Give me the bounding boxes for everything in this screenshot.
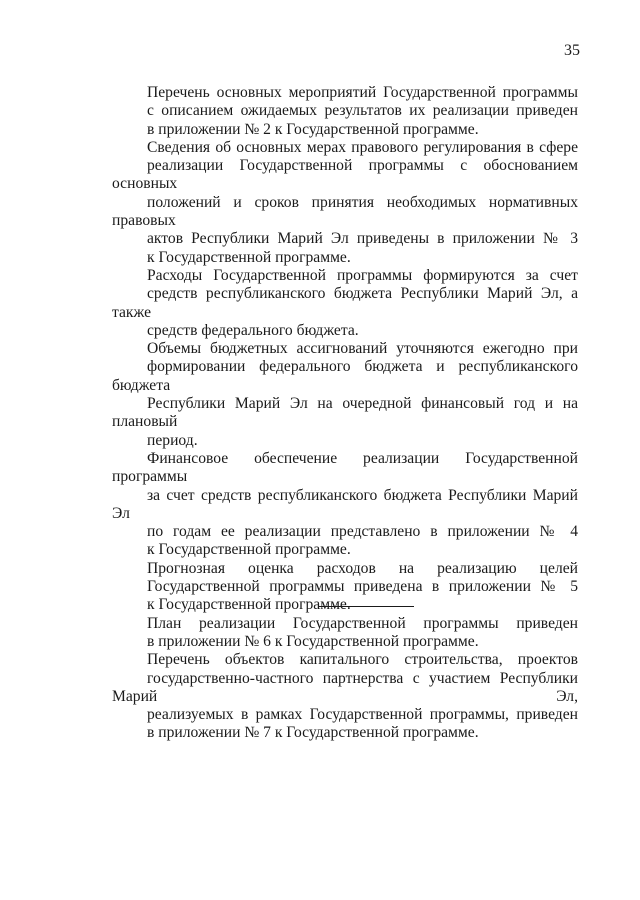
text-line: с описанием ожидаемых результатов их реализации приведен	[147, 102, 578, 120]
text-line: в приложении № 7 к Государственной программе.	[147, 724, 479, 742]
text-line: актов Республики Марий Эл приведены в приложении № 3	[147, 230, 578, 248]
text-line: Сведения об основных мерах правового регулирования в сфере	[147, 138, 578, 156]
text-line: в приложении № 2 к Государственной программе.	[147, 120, 479, 138]
text-line: к Государственной программе.	[147, 596, 351, 614]
text-line: реализации Государственной программы с обоснованием основных	[112, 157, 578, 193]
paragraph-budget-allocations	[112, 340, 578, 450]
paragraph-implementation-plan	[112, 615, 578, 652]
end-divider-line	[318, 606, 414, 607]
text-line: средств республиканского бюджета Республики Марий Эл, а также	[112, 285, 578, 321]
text-line: Перечень основных мероприятий Государственной программы	[147, 84, 578, 101]
text-line: формировании федерального бюджета и республиканского бюджета	[112, 358, 578, 394]
text-line: Республики Марий Эл на очередной финансовый год и на плановый	[112, 395, 578, 431]
text-line: период.	[147, 431, 198, 449]
text-line: Прогнозная оценка расходов на реализацию целей	[147, 559, 578, 577]
document-body	[112, 84, 578, 743]
text-line: Перечень объектов капитального строительства, проектов	[147, 651, 578, 669]
paragraph-expenses	[112, 267, 578, 340]
text-line: Расходы Государственной программы формируются за счет	[147, 266, 578, 284]
text-line: в приложении № 6 к Государственной программе.	[147, 632, 479, 650]
text-line: по годам ее реализации представлено в приложении № 4	[147, 523, 578, 541]
text-line: средств федерального бюджета.	[147, 321, 359, 339]
text-line: положений и сроков принятия необходимых нормативных правовых	[112, 193, 578, 230]
text-line: Объемы бюджетных ассигнований уточняются ежегодно при	[147, 340, 578, 358]
paragraph-capital-construction	[112, 651, 578, 742]
text-line: государственно-частного партнерства с участием Республики Марий Эл,	[112, 669, 578, 705]
text-line: за счет средств республиканского бюджета Республики Марий Эл	[112, 486, 578, 522]
paragraph-legal-regulation	[112, 139, 578, 267]
paragraph-activities-list	[112, 84, 578, 139]
text-line: План реализации Государственной программы приведен	[147, 614, 578, 632]
text-line: реализуемых в рамках Государственной программы, приведен	[147, 706, 578, 724]
paragraph-financial-support	[112, 450, 578, 560]
page-number: 35	[564, 42, 580, 59]
text-line: к Государственной программе.	[147, 248, 351, 266]
text-line: Финансовое обеспечение реализации Государственной программы	[112, 449, 578, 486]
text-line: Государственной программы приведена в приложении № 5	[147, 578, 578, 596]
text-line: к Государственной программе.	[147, 541, 351, 559]
